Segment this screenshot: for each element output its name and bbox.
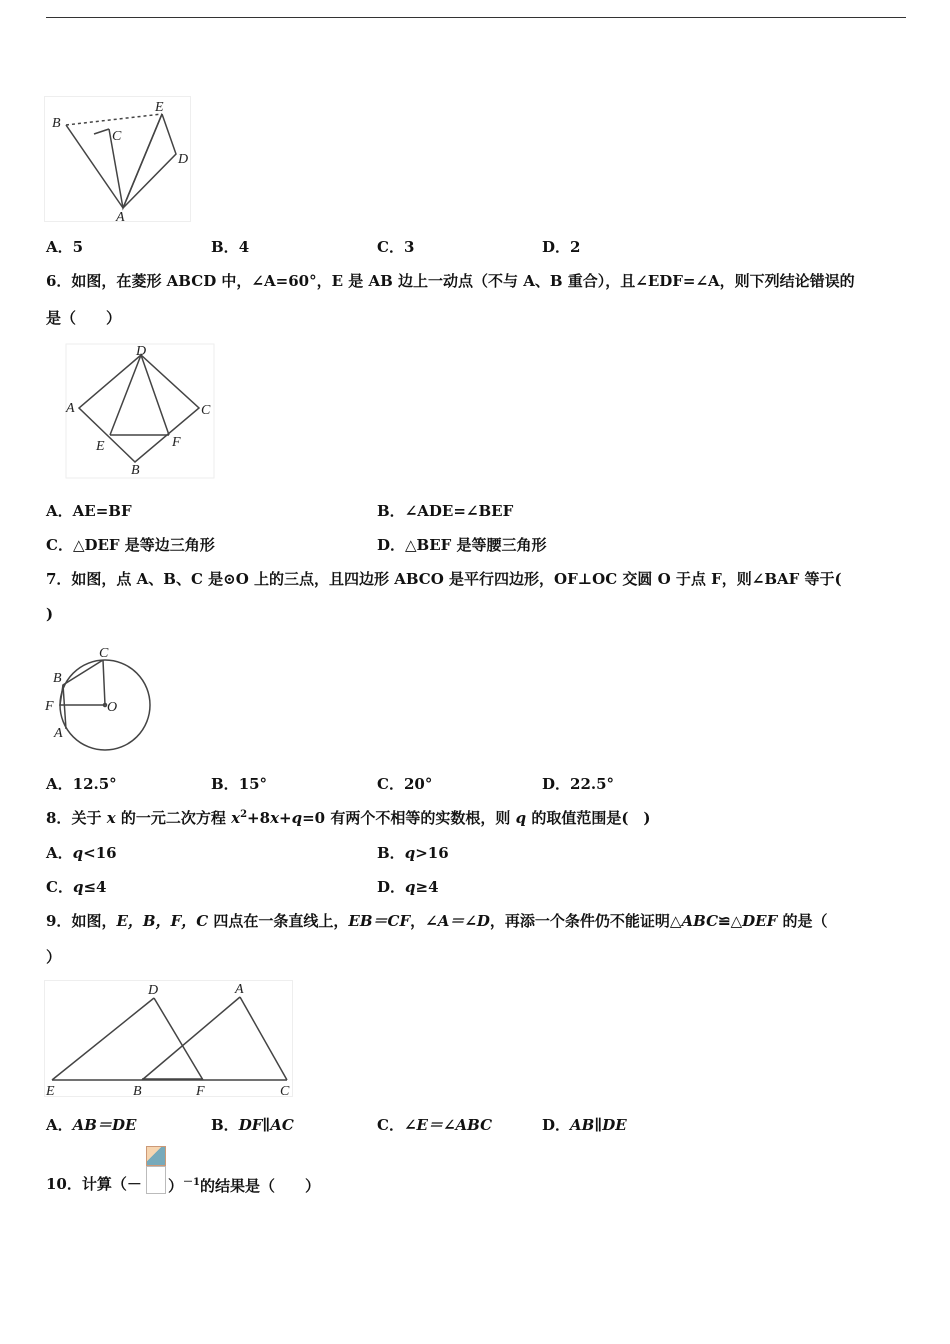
q7-option-c[interactable]: C．20° bbox=[377, 775, 433, 793]
q6-label-b: B bbox=[131, 463, 140, 478]
q9-label-c: C bbox=[280, 1084, 290, 1099]
q5-option-a[interactable]: A．5 bbox=[46, 238, 84, 256]
q9-label-e: E bbox=[46, 1084, 55, 1099]
header-rule bbox=[46, 17, 906, 18]
q7-label-c: C bbox=[99, 646, 109, 661]
q9-option-d[interactable]: D．AB∥DE bbox=[542, 1116, 627, 1134]
q5-option-c[interactable]: C．3 bbox=[377, 238, 415, 256]
q7-label-o: O bbox=[107, 700, 118, 715]
q9-stem-line2: ） bbox=[46, 948, 62, 966]
q10-stem-part2: ）$^{-1}$的结果是（ ） bbox=[168, 1177, 320, 1195]
q7-figure bbox=[44, 644, 156, 752]
q7-label-f: F bbox=[45, 699, 54, 714]
q5-label-c: C bbox=[112, 129, 122, 144]
q6-label-c: C bbox=[201, 403, 211, 418]
q7-stem-line1: 7．如图，点 A、B、C 是⊙O 上的三点，且四边形 ABCO 是平行四边形，OF⊥OC 交圆 O 于点 F，则∠BAF 等于( bbox=[46, 570, 842, 588]
q7-option-b[interactable]: B．15° bbox=[211, 775, 268, 793]
q6-option-c[interactable]: C．△DEF 是等边三角形 bbox=[46, 536, 215, 554]
q9-label-f: F bbox=[196, 1084, 205, 1099]
q6-label-d: D bbox=[136, 344, 147, 359]
q5-option-d[interactable]: D．2 bbox=[542, 238, 581, 256]
q7-option-a[interactable]: A．12.5° bbox=[46, 775, 117, 793]
q6-option-b[interactable]: B．∠ADE=∠BEF bbox=[377, 502, 514, 520]
q8-option-c[interactable]: C．q≤4 bbox=[46, 878, 107, 896]
q7-stem-line2: ) bbox=[46, 605, 54, 623]
q9-stem-line1: 9．如图，E，B，F，C 四点在一条直线上，EB＝CF，∠A＝∠D，再添一个条件仍不能证明△ABC≌△DEF 的是（ bbox=[46, 912, 828, 930]
q8-option-d[interactable]: D．q≥4 bbox=[377, 878, 439, 896]
q7-label-a: A bbox=[54, 726, 63, 741]
q5-label-b: B bbox=[52, 116, 61, 131]
q6-label-f: F bbox=[172, 435, 181, 450]
q10-stem-part1: 10．计算（－ bbox=[46, 1175, 142, 1193]
q9-label-b: B bbox=[133, 1084, 142, 1099]
q9-label-a: A bbox=[235, 982, 244, 997]
q9-figure bbox=[44, 980, 296, 1100]
q9-label-d: D bbox=[148, 983, 159, 998]
q9-option-b[interactable]: B．DF∥AC bbox=[211, 1116, 294, 1134]
q6-option-d[interactable]: D．△BEF 是等腰三角形 bbox=[377, 536, 547, 554]
q6-figure bbox=[62, 342, 218, 480]
q9-option-c[interactable]: C．∠E＝∠ABC bbox=[377, 1116, 493, 1134]
q7-option-d[interactable]: D．22.5° bbox=[542, 775, 615, 793]
q5-option-b[interactable]: B．4 bbox=[211, 238, 250, 256]
q7-label-b: B bbox=[53, 671, 62, 686]
q8-stem: 8．关于 x 的一元二次方程 $x^2+8x+q=0$ 有两个不相等的实数根，则 q 的取值范围是( ) bbox=[46, 809, 651, 827]
missing-image-placeholder bbox=[146, 1166, 166, 1194]
q5-label-d: D bbox=[178, 152, 189, 167]
q5-figure bbox=[44, 96, 194, 224]
q8-option-a[interactable]: A．q<16 bbox=[46, 844, 117, 862]
q6-stem-line1: 6．如图，在菱形 ABCD 中，∠A=60°，E 是 AB 边上一动点（不与 A、B 重合），且∠EDF=∠A，则下列结论错误的 bbox=[46, 272, 855, 290]
q8-option-b[interactable]: B．q>16 bbox=[377, 844, 449, 862]
q9-option-a[interactable]: A．AB＝DE bbox=[46, 1116, 137, 1134]
broken-image-icon bbox=[146, 1146, 166, 1166]
q5-label-e: E bbox=[155, 100, 164, 115]
q5-label-a: A bbox=[116, 210, 125, 225]
q6-stem-line2: 是（ ） bbox=[46, 309, 122, 327]
q6-option-a[interactable]: A．AE=BF bbox=[46, 502, 132, 520]
q6-label-e: E bbox=[96, 439, 105, 454]
q6-label-a: A bbox=[66, 401, 75, 416]
